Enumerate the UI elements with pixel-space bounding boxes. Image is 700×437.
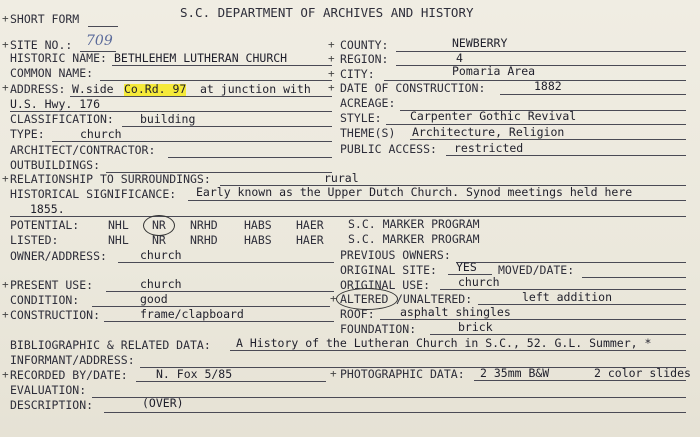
description-label: DESCRIPTION: [10,398,94,412]
listed-nrhd: NRHD [190,233,218,247]
listed-label: LISTED: [10,233,59,247]
plus-mark: + [2,308,9,321]
recorded-label: RECORDED BY/DATE: [10,368,128,382]
roof-line [380,319,686,320]
potential-nhl: NHL [108,218,129,232]
plus-mark: + [2,12,9,25]
owner-value: church [140,248,182,262]
plus-mark: + [2,278,9,291]
recorded-value: N. Fox 5/85 [156,367,233,381]
style-value: Carpenter Gothic Revival [410,109,577,123]
unaltered-label: /UNALTERED: [396,292,473,306]
significance-label: HISTORICAL SIGNIFICANCE: [10,187,177,201]
listed-nhl: NHL [108,233,129,247]
photo-value-1: 2 35mm B&W [480,366,550,380]
listed-nr: NR [152,233,166,247]
city-label: CITY: [340,67,375,81]
site-no-label: SITE NO.: [10,38,73,52]
description-line [104,412,686,413]
potential-marker: S.C. MARKER PROGRAM [348,217,480,231]
address-label: ADDRESS: [10,82,66,96]
region-line [396,65,686,66]
county-value: NEWBERRY [452,36,508,50]
description-value: (OVER) [142,396,184,410]
address-road-highlight: Co.Rd. 97 [124,82,187,96]
potential-nrhd: NRHD [190,218,218,232]
photo-label: PHOTOGRAPHIC DATA: [340,367,465,381]
biblio-line [230,350,686,351]
potential-haer: HAER [296,218,324,232]
plus-mark: + [2,368,9,381]
region-label: REGION: [340,52,389,66]
address-part-4: U.S. Hwy. 176 [10,97,101,111]
plus-mark: + [328,52,335,65]
foundation-label: FOUNDATION: [340,322,417,336]
date-line [500,94,686,95]
county-label: COUNTY: [340,38,389,52]
type-label: TYPE: [10,127,45,141]
potential-habs: HABS [244,218,272,232]
outbuildings-label: OUTBUILDINGS: [10,158,101,172]
moved-line [582,277,686,278]
address-part-3: at junction with [200,82,311,96]
address-line [70,96,332,97]
foundation-line [430,334,686,335]
photo-value-2: 2 color slides [594,366,691,380]
plus-mark: + [2,172,9,185]
type-value: church [80,127,122,141]
moved-label: MOVED/DATE: [498,263,575,277]
roof-label: ROOF: [340,307,375,321]
listed-haer: HAER [296,233,324,247]
prev-owners-label: PREVIOUS OWNERS: [340,248,451,262]
construction-value: frame/clapboard [140,307,244,321]
historic-name-line [112,65,332,66]
county-line [396,51,686,52]
present-use-value: church [140,277,182,291]
short-form-label: SHORT FORM [10,12,80,26]
relationship-value: rural [324,171,359,185]
plus-mark: + [330,367,337,380]
site-no-value: 709 [86,33,113,49]
listed-habs: HABS [244,233,272,247]
informant-label: INFORMANT/ADDRESS: [10,353,135,367]
relationship-label: RELATIONSHIP TO SURROUNDINGS: [10,172,211,186]
plus-mark: + [328,38,335,51]
orig-use-label: ORIGINAL USE: [340,278,431,292]
plus-mark: + [328,67,335,80]
architect-line [168,157,332,158]
biblio-label: BIBLIOGRAPHIC & RELATED DATA: [10,338,211,352]
date-label: DATE OF CONSTRUCTION: [340,81,486,95]
construction-label: CONSTRUCTION: [10,308,101,322]
owner-label: OWNER/ADDRESS: [10,249,107,263]
acreage-label: ACREAGE: [340,96,396,110]
significance-value-1: Early known as the Upper Dutch Church. Synod meetings held here [196,185,633,199]
plus-mark: + [330,292,337,305]
historic-name-label: HISTORIC NAME: [10,51,107,65]
classification-value: building [140,112,196,126]
access-label: PUBLIC ACCESS: [340,142,437,156]
altered-note-value: left addition [522,290,613,304]
plus-mark: + [2,81,9,94]
plus-mark: + [2,38,9,51]
biblio-value: A History of the Lutheran Church in S.C., 52. G.L. Summer, * [236,336,652,350]
construction-line [104,321,334,322]
type-line [52,141,332,142]
foundation-value: brick [458,320,493,334]
historic-name-value: BETHLEHEM LUTHERAN CHURCH [114,51,288,65]
short-form-line [88,26,118,27]
style-label: STYLE: [340,111,382,125]
access-value: restricted [454,141,524,155]
city-value: Pomaria Area [452,64,536,78]
orig-use-value: church [458,275,500,289]
agency-title: S.C. DEPARTMENT OF ARCHIVES AND HISTORY [180,5,474,20]
listed-marker: S.C. MARKER PROGRAM [348,232,480,246]
potential-label: POTENTIAL: [10,218,80,232]
classification-label: CLASSIFICATION: [10,112,114,126]
orig-site-value: YES [456,260,477,274]
altered-label: ALTERED [340,292,389,306]
plus-mark: + [328,81,335,94]
themes-line [410,139,686,140]
photo-line [474,380,686,381]
themes-label: THEME(S) [340,126,396,140]
architect-label: ARCHITECT/CONTRACTOR: [10,143,156,157]
significance-line [188,200,686,201]
region-value: 4 [456,51,463,65]
condition-value: good [140,292,168,306]
themes-value: Architecture, Religion [412,125,565,139]
common-name-label: COMMON NAME: [10,66,94,80]
date-value: 1882 [534,79,562,93]
potential-nr: NR [152,218,166,232]
orig-site-label: ORIGINAL SITE: [340,263,437,277]
common-name-line [100,80,332,81]
evaluation-label: EVALUATION: [10,383,87,397]
owner-line [118,262,334,263]
condition-label: CONDITION: [10,293,80,307]
classification-line [122,126,332,127]
present-use-label: PRESENT USE: [10,278,94,292]
recorded-line [136,381,326,382]
access-line [446,155,686,156]
roof-value: asphalt shingles [400,305,511,319]
address-part-1: W.side [72,82,114,96]
significance-value-2: 1855. [30,202,65,216]
